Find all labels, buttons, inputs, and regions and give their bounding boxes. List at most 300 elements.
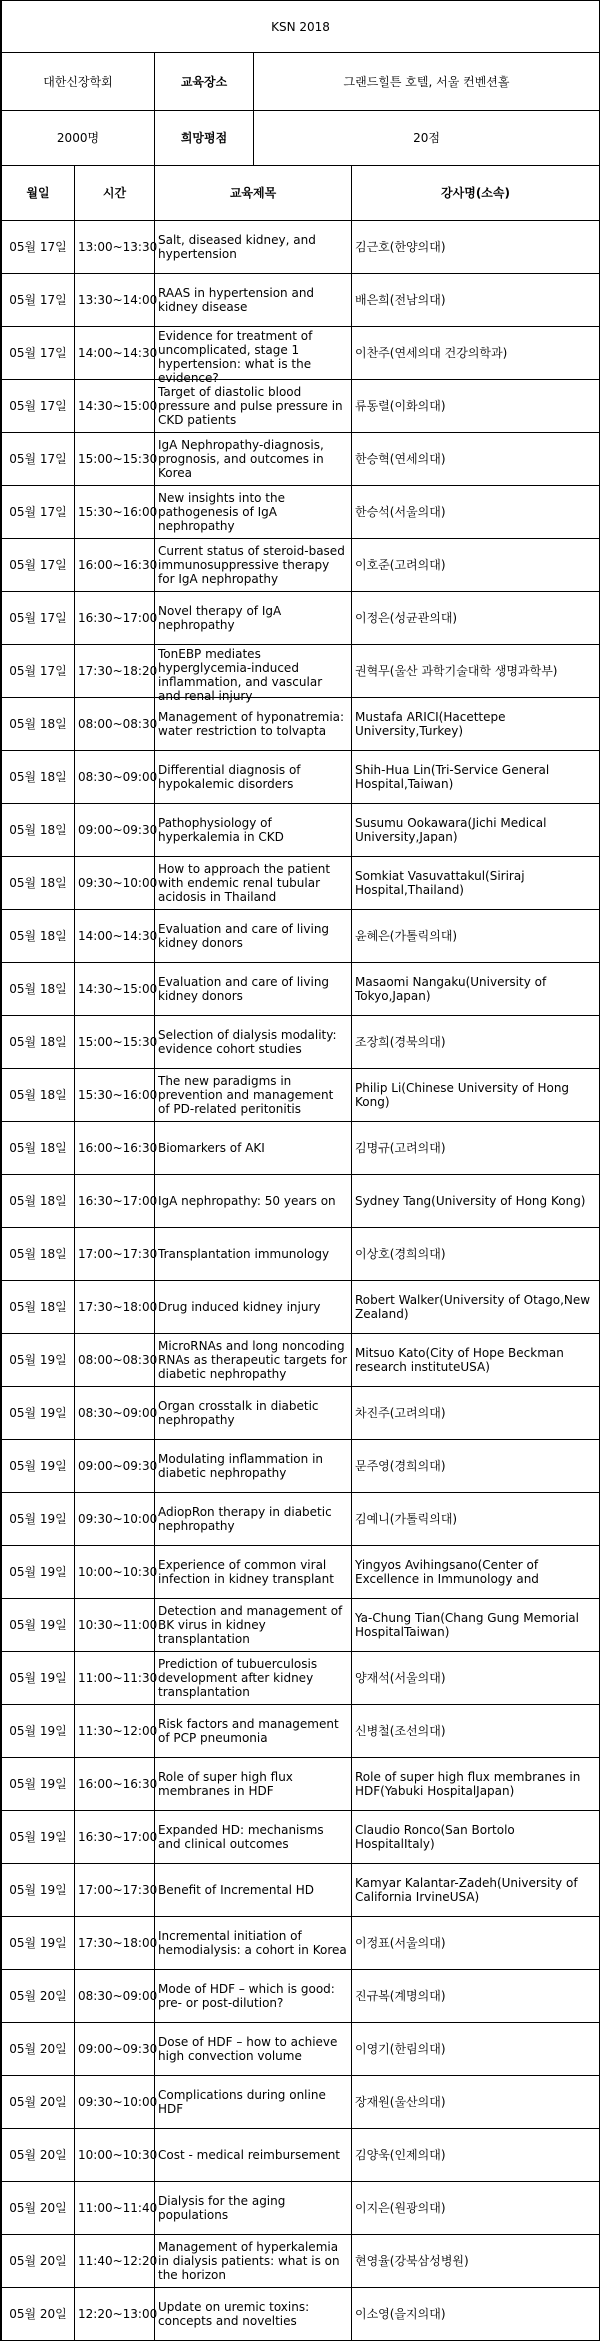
session-time [75, 486, 158, 539]
session-title [155, 1599, 352, 1652]
session-title [155, 1387, 352, 1440]
session-date-text: 05월 19일 [9, 1883, 67, 1897]
session-date-text: 05월 20일 [9, 2201, 67, 2215]
session-title-text: Biomarkers of AKI [158, 1141, 265, 1155]
session-date-text: 05월 18일 [9, 770, 67, 784]
session-time [75, 1440, 158, 1493]
session-title [155, 1228, 352, 1281]
header-date: 월일 [2, 166, 75, 221]
table-row [2, 1705, 600, 1758]
session-title [155, 1546, 352, 1599]
session-time-text: 17:00~17:30 [78, 1247, 158, 1261]
document-title: KSN 2018 [2, 1, 600, 53]
table-row [2, 1864, 600, 1917]
session-speaker-text: Sydney Tang(University of Hong Kong) [355, 1194, 586, 1208]
table-row [2, 1016, 600, 1069]
session-time [75, 380, 158, 433]
session-time [75, 2288, 158, 2341]
session-speaker-text: 한승혁(연세의대) [355, 452, 446, 466]
session-date-text: 05월 19일 [9, 1512, 67, 1526]
session-speaker [352, 1864, 600, 1917]
session-speaker [352, 1175, 600, 1228]
session-date-text: 05월 17일 [9, 452, 67, 466]
session-date-text: 05월 17일 [9, 505, 67, 519]
session-title-text: Mode of HDF – which is good: pre- or post-dilution? [158, 1982, 335, 2010]
session-time-text: 10:00~10:30 [78, 2148, 158, 2162]
session-time [75, 1122, 158, 1175]
session-date-text: 05월 18일 [9, 982, 67, 996]
session-title-text: Role of super high flux membranes in HDF [158, 1770, 293, 1798]
session-date-text: 05월 19일 [9, 1936, 67, 1950]
table-row [2, 1970, 600, 2023]
session-speaker [352, 1970, 600, 2023]
session-time-text: 17:30~18:20 [78, 664, 158, 678]
session-title-text: Modulating inflammation in diabetic nephropathy [158, 1452, 324, 1480]
session-date [2, 645, 75, 698]
session-speaker-text: Susumu Ookawara(Jichi Medical University,Japan) [355, 816, 547, 844]
session-date [2, 274, 75, 327]
session-speaker-text: 현영율(강북삼성병원) [355, 2254, 469, 2268]
session-time-text: 11:30~12:00 [78, 1724, 158, 1738]
session-title-text: IgA nephropathy: 50 years on [158, 1194, 336, 1208]
session-date-text: 05월 17일 [9, 611, 67, 625]
session-time-text: 16:00~16:30 [78, 558, 158, 572]
session-speaker-text: 신병철(조선의대) [355, 1724, 446, 1738]
session-time [75, 1016, 158, 1069]
session-date [2, 1334, 75, 1387]
session-date-text: 05월 19일 [9, 1406, 67, 1420]
session-time [75, 698, 158, 751]
session-speaker [352, 1387, 600, 1440]
header-speaker: 강사명(소속) [352, 166, 600, 221]
venue-label: 교육장소 [155, 53, 254, 111]
venue-value: 그랜드힐튼 호텔, 서울 컨벤션홀 [254, 53, 600, 111]
session-date-text: 05월 17일 [9, 240, 67, 254]
session-speaker [352, 1493, 600, 1546]
score-value: 20점 [254, 111, 600, 166]
session-time [75, 539, 158, 592]
table-row [2, 2235, 600, 2288]
session-date-text: 05월 20일 [9, 1989, 67, 2003]
table-row [2, 539, 600, 592]
session-date [2, 2076, 75, 2129]
table-row [2, 592, 600, 645]
session-time-text: 09:00~09:30 [78, 2042, 158, 2056]
session-date [2, 1758, 75, 1811]
session-speaker [352, 1281, 600, 1334]
table-row [2, 1069, 600, 1122]
header-time: 시간 [75, 166, 155, 221]
session-title-text: Drug induced kidney injury [158, 1300, 321, 1314]
session-speaker [352, 1228, 600, 1281]
session-title [155, 1069, 352, 1122]
table-row [2, 274, 600, 327]
table-row [2, 1228, 600, 1281]
session-time-text: 15:30~16:00 [78, 1088, 158, 1102]
session-time-text: 15:00~15:30 [78, 1035, 158, 1049]
session-title [155, 1811, 352, 1864]
session-title [155, 698, 352, 751]
title-row [2, 1, 600, 53]
session-date [2, 1122, 75, 1175]
session-time-text: 08:00~08:30 [78, 1353, 158, 1367]
session-time-text: 17:00~17:30 [78, 1883, 158, 1897]
session-title [155, 1334, 352, 1387]
session-speaker [352, 2288, 600, 2341]
session-title [155, 592, 352, 645]
session-title-text: Organ crosstalk in diabetic nephropathy [158, 1399, 319, 1427]
session-date [2, 433, 75, 486]
session-speaker-text: 차진주(고려의대) [355, 1406, 446, 1420]
session-speaker-text: Yingyos Avihingsano(Center of Excellence in Immunology and [355, 1558, 539, 1586]
table-row [2, 1122, 600, 1175]
session-title-text: Current status of steroid-based immunosuppressive therapy for IgA nephropathy [158, 544, 345, 586]
session-title [155, 274, 352, 327]
session-title-text: Risk factors and management of PCP pneumonia [158, 1717, 339, 1745]
schedule-body [2, 1, 600, 2341]
session-speaker-text: 김근호(한양의대) [355, 240, 446, 254]
session-date [2, 857, 75, 910]
session-title-text: Complications during online HDF [158, 2088, 326, 2116]
session-time-text: 16:30~17:00 [78, 611, 158, 625]
info-row-score [2, 111, 600, 166]
session-time-text: 10:00~10:30 [78, 1565, 158, 1579]
table-row [2, 1493, 600, 1546]
session-time-text: 09:30~10:00 [78, 1512, 158, 1526]
session-speaker-text: Shih-Hua Lin(Tri-Service General Hospital,Taiwan) [355, 763, 550, 791]
table-row [2, 1811, 600, 1864]
session-title [155, 2288, 352, 2341]
session-speaker [352, 1758, 600, 1811]
session-time-text: 11:40~12:20 [78, 2254, 158, 2268]
session-speaker [352, 486, 600, 539]
session-date [2, 1864, 75, 1917]
session-title [155, 2129, 352, 2182]
schedule-table [1, 0, 600, 2341]
session-date-text: 05월 18일 [9, 1141, 67, 1155]
session-time-text: 11:00~11:40 [78, 2201, 158, 2215]
session-time [75, 274, 158, 327]
session-date-text: 05월 17일 [9, 664, 67, 678]
session-date [2, 1175, 75, 1228]
session-time [75, 1917, 158, 1970]
score-label: 희망평점 [155, 111, 254, 166]
session-time [75, 2235, 158, 2288]
session-title-text: Management of hyponatremia: water restriction to tolvapta [158, 710, 345, 738]
session-speaker-text: Mustafa ARICI(Hacettepe University,Turkey) [355, 710, 506, 738]
session-time [75, 1493, 158, 1546]
session-title [155, 1758, 352, 1811]
session-date [2, 1811, 75, 1864]
session-date-text: 05월 18일 [9, 1247, 67, 1261]
session-date-text: 05월 20일 [9, 2042, 67, 2056]
session-date [2, 1228, 75, 1281]
session-title [155, 963, 352, 1016]
session-date [2, 1016, 75, 1069]
session-title [155, 2076, 352, 2129]
session-speaker [352, 1016, 600, 1069]
session-title-text: New insights into the pathogenesis of IgA nephropathy [158, 491, 286, 533]
table-row [2, 804, 600, 857]
session-time-text: 16:00~16:30 [78, 1141, 158, 1155]
session-speaker [352, 2076, 600, 2129]
session-date [2, 963, 75, 1016]
session-title-text: MicroRNAs and long noncoding RNAs as therapeutic targets for diabetic nephropathy [158, 1339, 348, 1381]
session-time-text: 15:00~15:30 [78, 452, 158, 466]
session-title [155, 380, 352, 433]
table-row [2, 2076, 600, 2129]
session-date [2, 751, 75, 804]
session-date-text: 05월 17일 [9, 399, 67, 413]
table-row [2, 1175, 600, 1228]
table-row [2, 1281, 600, 1334]
session-title [155, 1705, 352, 1758]
session-date [2, 221, 75, 274]
session-time [75, 1175, 158, 1228]
header-title: 교육제목 [155, 166, 352, 221]
session-date-text: 05월 18일 [9, 1300, 67, 1314]
session-speaker [352, 910, 600, 963]
session-time-text: 15:30~16:00 [78, 505, 158, 519]
session-date [2, 1281, 75, 1334]
session-time [75, 1758, 158, 1811]
session-title [155, 327, 352, 385]
session-title [155, 1970, 352, 2023]
session-date [2, 910, 75, 963]
session-time [75, 1811, 158, 1864]
session-title-text: RAAS in hypertension and kidney disease [158, 286, 315, 314]
session-speaker-text: Robert Walker(University of Otago,New Zealand) [355, 1293, 591, 1321]
table-row [2, 380, 600, 433]
session-speaker-text: 권혁무(울산 과학기술대학 생명과학부) [355, 664, 558, 678]
session-date-text: 05월 17일 [9, 346, 67, 360]
table-row [2, 910, 600, 963]
session-date-text: 05월 18일 [9, 1035, 67, 1049]
session-time-text: 08:00~08:30 [78, 717, 158, 731]
session-title-text: Experience of common viral infection in kidney transplant [158, 1558, 334, 1586]
session-speaker-text: 김명규(고려의대) [355, 1141, 446, 1155]
session-time [75, 2023, 158, 2076]
table-row [2, 1440, 600, 1493]
session-speaker [352, 1069, 600, 1122]
session-title [155, 645, 352, 703]
session-speaker [352, 2129, 600, 2182]
session-speaker [352, 380, 600, 433]
session-speaker-text: Role of super high flux membranes in HDF(Yabuki HospitalJapan) [355, 1770, 581, 1798]
session-date [2, 327, 75, 380]
session-title [155, 2023, 352, 2076]
session-title-text: Selection of dialysis modality: evidence cohort studies [158, 1028, 337, 1056]
session-speaker-text: 양재석(서울의대) [355, 1671, 446, 1685]
table-row [2, 2129, 600, 2182]
session-date-text: 05월 18일 [9, 823, 67, 837]
table-row [2, 1387, 600, 1440]
session-time-text: 16:30~17:00 [78, 1194, 158, 1208]
session-time-text: 14:30~15:00 [78, 982, 158, 996]
session-time-text: 12:20~13:00 [78, 2307, 158, 2321]
session-title-text: Detection and management of BK virus in kidney transplantation [158, 1604, 343, 1646]
session-speaker-text: 이호준(고려의대) [355, 558, 446, 572]
session-title [155, 1122, 352, 1175]
session-speaker-text: 장재원(울산의대) [355, 2095, 446, 2109]
session-title-text: How to approach the patient with endemic renal tubular acidosis in Thailand [158, 862, 331, 904]
session-date-text: 05월 17일 [9, 293, 67, 307]
session-date-text: 05월 19일 [9, 1724, 67, 1738]
session-speaker-text: 김양욱(인제의대) [355, 2148, 446, 2162]
session-title [155, 539, 352, 592]
session-time-text: 08:30~09:00 [78, 770, 158, 784]
session-speaker [352, 1652, 600, 1705]
session-speaker [352, 592, 600, 645]
session-speaker-text: 윤혜은(가톨릭의대) [355, 929, 458, 943]
session-date [2, 486, 75, 539]
session-speaker-text: 이영기(한림의대) [355, 2042, 446, 2056]
session-date-text: 05월 20일 [9, 2095, 67, 2109]
session-time-text: 09:30~10:00 [78, 2095, 158, 2109]
session-title-text: Dose of HDF – how to achieve high convection volume [158, 2035, 338, 2063]
session-date-text: 05월 20일 [9, 2148, 67, 2162]
session-time [75, 857, 158, 910]
session-time-text: 08:30~09:00 [78, 1406, 158, 1420]
session-time [75, 804, 158, 857]
session-title [155, 1016, 352, 1069]
session-date [2, 1599, 75, 1652]
session-title-text: Expanded HD: mechanisms and clinical outcomes [158, 1823, 324, 1851]
session-time-text: 14:30~15:00 [78, 399, 158, 413]
table-row [2, 2182, 600, 2235]
attendee-count: 2000명 [2, 111, 155, 166]
session-date-text: 05월 18일 [9, 1194, 67, 1208]
session-time-text: 08:30~09:00 [78, 1989, 158, 2003]
session-speaker [352, 645, 600, 698]
session-speaker-text: Mitsuo Kato(City of Hope Beckman research instituteUSA) [355, 1346, 564, 1374]
session-date [2, 2023, 75, 2076]
session-title [155, 751, 352, 804]
session-speaker-text: Ya-Chung Tian(Chang Gung Memorial HospitalTaiwan) [355, 1611, 579, 1639]
session-title [155, 2235, 352, 2288]
session-speaker [352, 1599, 600, 1652]
session-time [75, 1970, 158, 2023]
info-row-venue [2, 53, 600, 111]
session-speaker [352, 1334, 600, 1387]
session-title [155, 1440, 352, 1493]
session-time [75, 1387, 158, 1440]
session-date [2, 1069, 75, 1122]
session-speaker [352, 1917, 600, 1970]
session-speaker [352, 1122, 600, 1175]
session-title-text: Prediction of tubuerculosis development after kidney transplantation [158, 1657, 318, 1699]
session-title [155, 2182, 352, 2235]
session-speaker-text: Philip Li(Chinese University of Hong Kong) [355, 1081, 570, 1109]
session-time-text: 10:30~11:00 [78, 1618, 158, 1632]
session-speaker-text: 김예니(가톨릭의대) [355, 1512, 458, 1526]
session-date-text: 05월 18일 [9, 1088, 67, 1102]
session-speaker [352, 2182, 600, 2235]
session-time [75, 1228, 158, 1281]
session-date-text: 05월 18일 [9, 717, 67, 731]
table-row [2, 2023, 600, 2076]
session-date-text: 05월 19일 [9, 1459, 67, 1473]
organization: 대한신장학회 [2, 53, 155, 111]
session-speaker [352, 539, 600, 592]
session-title-text: Evaluation and care of living kidney donors [158, 975, 330, 1003]
session-time-text: 14:00~14:30 [78, 346, 158, 360]
session-title [155, 1864, 352, 1917]
session-date [2, 1705, 75, 1758]
table-row [2, 221, 600, 274]
session-date [2, 1546, 75, 1599]
session-speaker-text: 이소영(을지의대) [355, 2307, 446, 2321]
session-date [2, 1652, 75, 1705]
session-time-text: 09:00~09:30 [78, 1459, 158, 1473]
session-title-text: Evaluation and care of living kidney donors [158, 922, 330, 950]
session-time-text: 13:00~13:30 [78, 240, 158, 254]
session-speaker-text: 배은희(전남의대) [355, 293, 446, 307]
session-date-text: 05월 20일 [9, 2307, 67, 2321]
session-date-text: 05월 19일 [9, 1353, 67, 1367]
session-date-text: 05월 20일 [9, 2254, 67, 2268]
session-date [2, 1387, 75, 1440]
session-date [2, 2129, 75, 2182]
table-row [2, 857, 600, 910]
session-speaker-text: Somkiat Vasuvattakul(Siriraj Hospital,Thailand) [355, 869, 525, 897]
session-speaker-text: 조장희(경북의대) [355, 1035, 446, 1049]
session-title-text: Differential diagnosis of hypokalemic disorders [158, 763, 301, 791]
session-title [155, 1493, 352, 1546]
session-title-text: Cost - medical reimbursement [158, 2148, 341, 2162]
session-title [155, 221, 352, 274]
session-date [2, 539, 75, 592]
session-speaker [352, 2235, 600, 2288]
session-time [75, 221, 158, 274]
session-date-text: 05월 17일 [9, 558, 67, 572]
session-time [75, 1599, 158, 1652]
session-time-text: 11:00~11:30 [78, 1671, 158, 1685]
session-speaker-text: 류동렬(이화의대) [355, 399, 446, 413]
session-date [2, 698, 75, 751]
session-time [75, 645, 158, 698]
session-date [2, 1917, 75, 1970]
session-date [2, 1970, 75, 2023]
session-date-text: 05월 19일 [9, 1618, 67, 1632]
table-row [2, 1599, 600, 1652]
session-speaker [352, 1811, 600, 1864]
session-title-text: Salt, diseased kidney, and hypertension [158, 233, 316, 261]
session-time [75, 2129, 158, 2182]
session-title [155, 486, 352, 539]
session-time [75, 433, 158, 486]
table-row [2, 1758, 600, 1811]
session-date [2, 2182, 75, 2235]
session-time-text: 16:00~16:30 [78, 1777, 158, 1791]
session-speaker-text: 문주영(경희의대) [355, 1459, 446, 1473]
table-row [2, 433, 600, 486]
table-row [2, 751, 600, 804]
session-date [2, 2288, 75, 2341]
table-row [2, 645, 600, 698]
session-date-text: 05월 19일 [9, 1777, 67, 1791]
session-title-text: Management of hyperkalemia in dialysis patients: what is on the horizon [158, 2240, 340, 2282]
session-speaker-text: 이상호(경희의대) [355, 1247, 446, 1261]
session-speaker [352, 327, 600, 380]
session-time-text: 14:00~14:30 [78, 929, 158, 943]
session-speaker [352, 804, 600, 857]
session-speaker [352, 2023, 600, 2076]
session-title-text: The new paradigms in prevention and management of PD-related peritonitis [158, 1074, 334, 1116]
session-speaker-text: Masaomi Nangaku(University of Tokyo,Japan) [355, 975, 547, 1003]
session-speaker [352, 1440, 600, 1493]
session-time [75, 1652, 158, 1705]
